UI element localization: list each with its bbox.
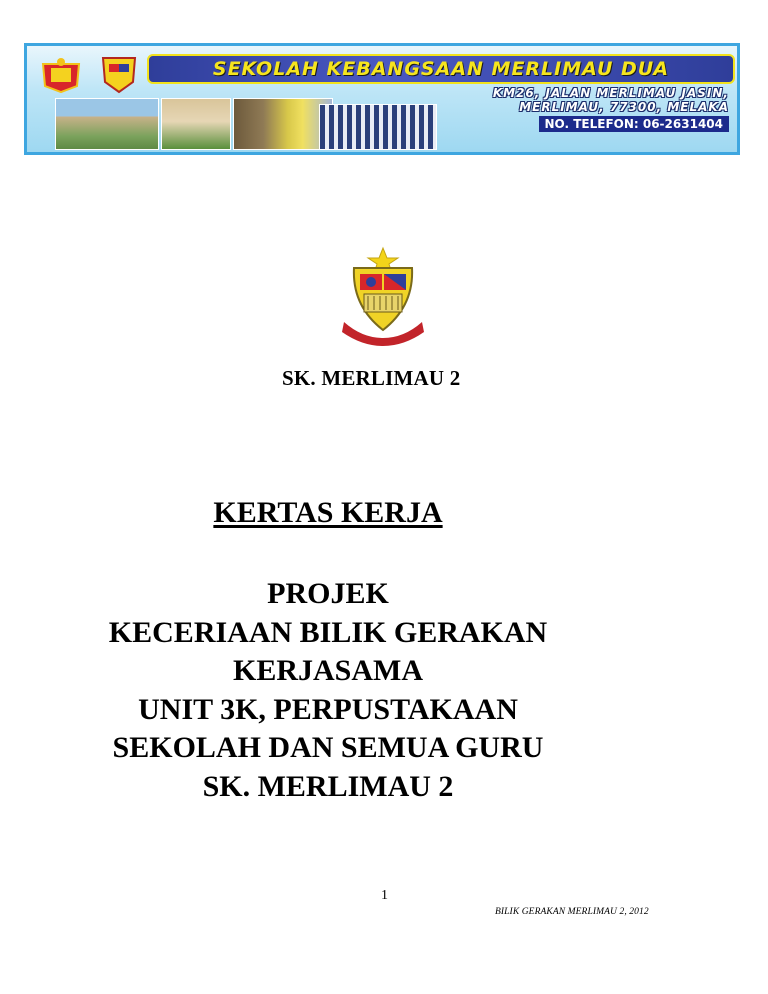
school-subtitle: SK. MERLIMAU 2 bbox=[282, 366, 461, 390]
footer-note: BILIK GERAKAN MERLIMAU 2, 2012 bbox=[495, 907, 649, 917]
banner-school-name: SEKOLAH KEBANGSAAN MERLIMAU DUA bbox=[212, 58, 670, 80]
school-gate-photo bbox=[55, 98, 159, 150]
page-number: 1 bbox=[381, 888, 388, 903]
malaysia-coat-of-arms-icon bbox=[37, 56, 85, 94]
project-title-block bbox=[0, 575, 656, 806]
project-line: PROJEK bbox=[267, 577, 389, 610]
classroom-photo bbox=[233, 98, 333, 150]
banner-phone: NO. TELEFON: 06-2631404 bbox=[539, 116, 730, 132]
project-line: SEKOLAH DAN SEMUA GURU bbox=[112, 731, 544, 764]
document-title: KERTAS KERJA bbox=[213, 496, 443, 529]
header-banner bbox=[24, 43, 740, 155]
school-crest-small-icon bbox=[97, 52, 141, 96]
project-line: KECERIAAN BILIK GERAKAN bbox=[108, 615, 548, 649]
project-line: UNIT 3K, PERPUSTAKAAN bbox=[138, 692, 518, 726]
group-photo bbox=[319, 104, 437, 150]
banner-address-line1: KM26, JALAN MERLIMAU JASIN, bbox=[492, 86, 729, 100]
school-building-photo bbox=[161, 98, 231, 150]
banner-title-strip bbox=[147, 54, 735, 84]
project-line: SK. MERLIMAU 2 bbox=[202, 769, 454, 803]
banner-address-line2: MERLIMAU, 77300, MELAKA bbox=[519, 100, 729, 114]
project-line: KERJASAMA bbox=[232, 654, 423, 687]
school-logo-icon bbox=[340, 246, 426, 348]
